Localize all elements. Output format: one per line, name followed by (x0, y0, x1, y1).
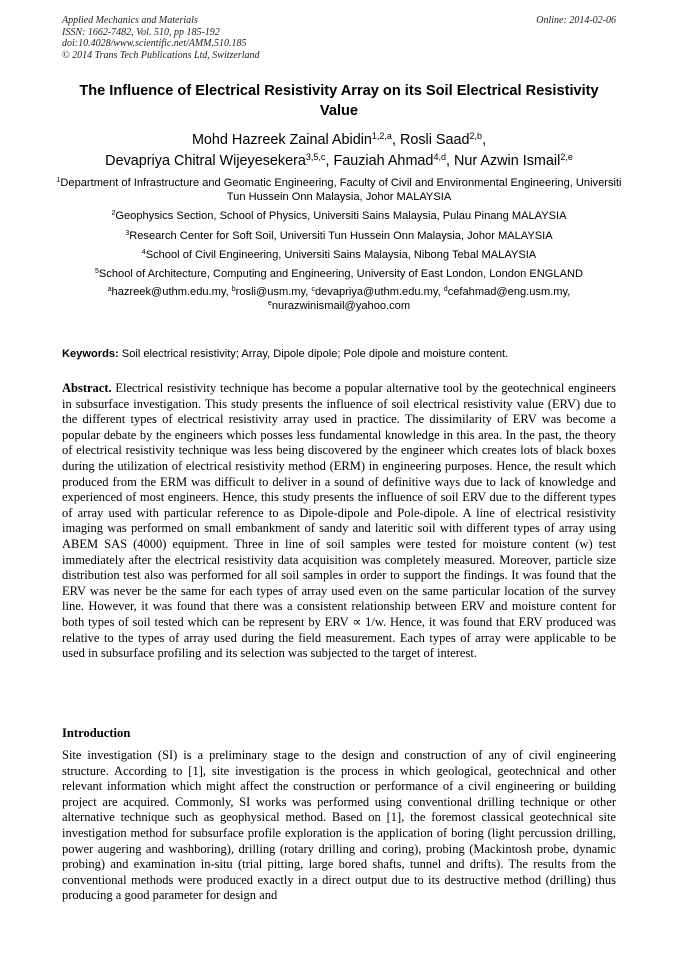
email-link[interactable]: hazreek@uthm.edu.my, (111, 286, 232, 299)
keywords (62, 347, 616, 361)
keywords-text: Soil electrical resistivity; Array, Dipole dipole; Pole dipole and moisture content. (118, 348, 509, 360)
paper-title: The Influence of Electrical Resistivity Array on its Soil Electrical Resistivity Value (79, 83, 599, 119)
author-affil-sup: 4,d (433, 152, 446, 162)
introduction-text: Site investigation (SI) is a preliminary stage to the design and construction of any of civil engineering structure. According to [1], site investigation is the process in which geological, geotechnical and other relevant information which might affect the construction or performance of a civil engineering or building project are acquired. Commonly, SI works was performed using conventional drilling technique or other alternative technique such as geophysical method. Based on [1], the foremost classical geotechnical site investigation method for subsurface profile exploration is the application of boring (light percussion drilling, power augering and washboring), drilling (rotary drilling and coring), probing (Mackintosh probe, dynamic probing) and examination in-situ (trial pitting, large bored shafts, tunnel and drifts). The results from the conventional methods were produced exactly in a direct output due to its destructive method (drilling) thus producing a good parameter for design and (62, 748, 616, 903)
author-name: Rosli Saad (399, 132, 470, 148)
affiliation-text: School of Civil Engineering, Universiti Sains Malaysia, Nibong Tebal MALAYSIA (145, 248, 537, 261)
author-name: Devapriya Chitral Wijeyesekera (105, 153, 306, 169)
journal-copyright: © 2014 Trans Tech Publications Ltd, Switzerland (62, 49, 260, 61)
journal-issn: ISSN: 1662-7482, Vol. 510, pp 185-192 (62, 26, 220, 38)
affiliation-number: 3 (125, 229, 130, 237)
email-link[interactable]: devapriya@uthm.edu.my, (314, 286, 444, 299)
author-name: Fauziah Ahmad (333, 153, 434, 169)
abstract-text: Electrical resistivity technique has become a popular alternative tool by the geotechnical engineers in subsurface investigation. This study presents the influence of soil electrical resistivity value (ERV) due to the different types of electrical resistivity array used in practice. The dissimilarity of ERV was become a popular debate by the engineers which posses less fundamental knowledge in this area. In the past, the theory of electrical resistivity technique was less being discovered by the engineer which creates lots of black boxes during the utilization of electrical resistivity method (ERM) in engineering purposes. Hence, the result which produced from the ERM was difficult to deliver in a sound of definitive ways due to lack of knowledge and experienced of most engineers. Hence, this study presents the influence of soil ERV due to the different types of array used with particular reference to as Dipole-dipole and Pole-dipole. A line of electrical resistivity imaging was performed on small embankment of sandy and lateritic soil with different types of array using ABEM SAS (4000) equipment. Three in line of soil samples were tested for moisture content (w) test immediately after the electrical resistivity data acquisition was completely measured. Moreover, particle size distribution test also was performed for all soil samples in order to support the findings. It was found that the ERV was never be the same for each types of array used even on the same particular location of the survey line. However, it was found that there was a consistent relationship between ERV and moisture content for both types of soil tested which can be represent by ERV ∝ 1/w. Hence, it was found that ERV produced was relative to the types of array used during the field measurement. Each types of array were applicable to be used in subsurface profiling and its selection was subjected to the target of interest. (62, 381, 616, 661)
affiliation-text: School of Architecture, Computing and Engineering, University of East London, London ENGLAND (98, 268, 583, 281)
affiliation (54, 229, 624, 243)
affiliation (54, 248, 624, 262)
author-affil-sup: 3,5,c (305, 152, 326, 162)
author-affil-sup: 1,2,a (371, 131, 392, 141)
email-marker: d (443, 286, 448, 294)
affiliation-number: 5 (95, 268, 99, 276)
journal-doi[interactable]: doi:10.4028/www.scientific.net/AMM.510.185 (62, 38, 247, 50)
affiliation-number: 2 (111, 210, 116, 218)
affiliation-text: Research Center for Soft Soil, Universiti Tun Hussein Onn Malaysia, Johor MALAYSIA (129, 229, 553, 242)
section-heading: Introduction (62, 726, 131, 740)
affiliation (54, 267, 624, 281)
email-marker: b (231, 286, 236, 294)
journal-name: Applied Mechanics and Materials (62, 15, 198, 26)
email-link[interactable]: cefahmad@eng.usm.my, (447, 286, 571, 299)
author-affil-sup: 2,e (560, 152, 573, 162)
affiliation-number: 4 (141, 248, 146, 256)
affiliation-number: 1 (56, 177, 61, 184)
email-link[interactable]: rosli@usm.my, (235, 286, 312, 299)
abstract (62, 381, 616, 662)
affiliation-text: Geophysics Section, School of Physics, Universiti Sains Malaysia, Pulau Pinang MALAYSIA (115, 210, 567, 223)
affiliation-text: Department of Infrastructure and Geomatic Engineering, Faculty of Civil and Environmental Engineering, Universiti Tun Hussein Onn Malaysia, Johor MALAYSIA (60, 177, 622, 204)
keywords-label: Keywords: (62, 348, 119, 360)
email-marker: c (311, 286, 315, 294)
email-marker: e (267, 300, 272, 308)
abstract-label: Abstract. (62, 381, 112, 395)
author-affil-sup: 2,b (469, 131, 483, 141)
author-list: Mohd Hazreek Zainal Abidin$^{1,2,a}$, Rosli Saad$^{2,b}$, Devapriya Chitral Wijeyesekera$^{3,5,c}$, Fauziah Ahmad$^{4,d}$, Nur Azwin Ismail$^{2,e}$ (105, 131, 573, 169)
author-name: Mohd Hazreek Zainal Abidin (191, 132, 372, 148)
affiliation (54, 176, 624, 204)
email-link[interactable]: nurazwinismail@yahoo.com (271, 300, 411, 313)
author-name: Nur Azwin Ismail (453, 153, 561, 169)
affiliation (54, 209, 624, 223)
email-marker: a (107, 286, 112, 294)
email-list (54, 285, 624, 313)
journal-header (62, 15, 260, 61)
affiliation-list (54, 176, 624, 314)
online-date: Online: 2014-02-06 (536, 15, 616, 26)
